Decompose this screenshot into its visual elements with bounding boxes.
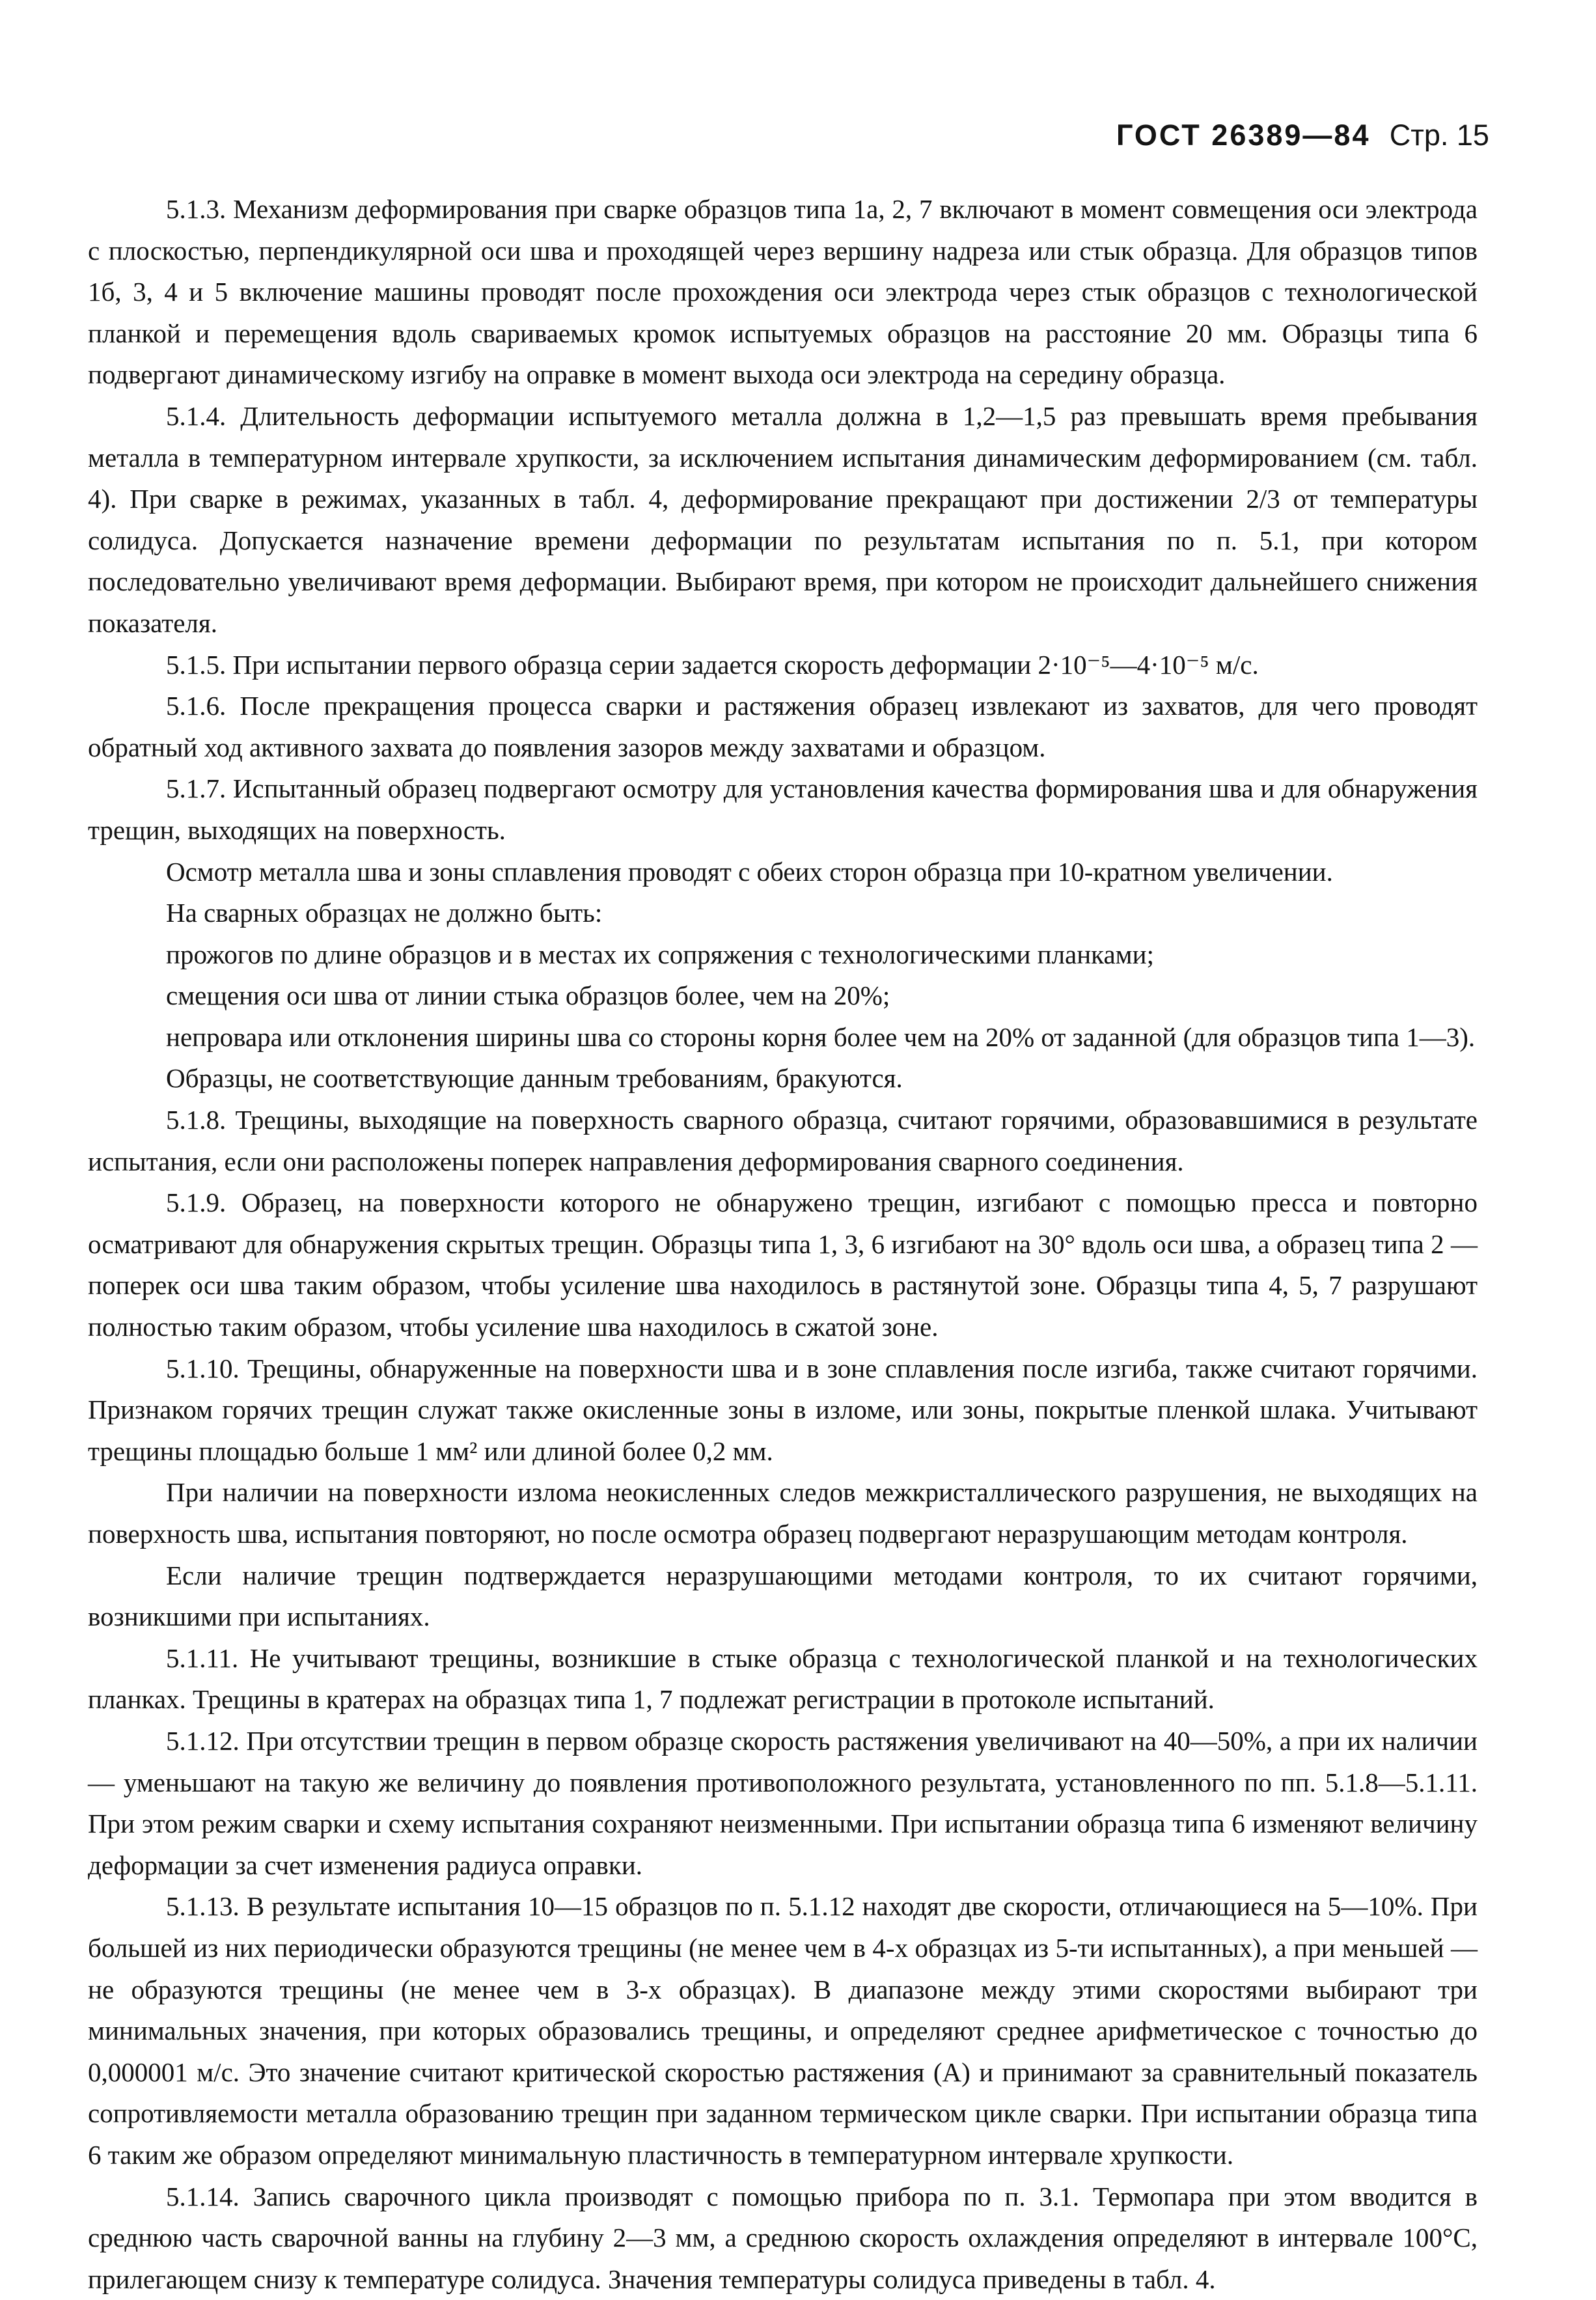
paragraph-5-1-13: 5.1.13. В результате испытания 10—15 образцов по п. 5.1.12 находят две скорости, отличающиеся на 5—10%. При большей из них периодически образуются трещины (не менее чем в 4-х образцах из 5-ти испытанных), а при меньшей — не образуются трещины (не менее чем в 3-х образцах). В диапазоне между этими скоростями выбирают три минимальных значения, при которых образовались трещины, и определяют среднее арифметическое с точностью до 0,000001 м/с. Это значение считают критической скоростью растяжения (A) и принимают за сравнительный показатель сопротивляемости металла образованию трещин при заданном термическом цикле сварки. При испытании образца типа 6 таким же образом определяют минимальную пластичность в температурном интервале хрупкости.: [88, 1886, 1478, 2176]
paragraph-5-1-3: 5.1.3. Механизм деформирования при сварке образцов типа 1а, 2, 7 включают в момент совмещения оси электрода с плоскостью, перпендикулярной оси шва и проходящей через вершину надреза или стык образца. Для образцов типов 1б, 3, 4 и 5 включение машины проводят после прохождения оси электрода через стык образцов с технологической планкой и перемещения вдоль свариваемых кромок испытуемых образцов на расстояние 20 мм. Образцы типа 6 подвергают динамическому изгибу на оправке в момент выхода оси электрода на середину образца.: [88, 189, 1478, 396]
paragraph-5-1-4: 5.1.4. Длительность деформации испытуемого металла должна в 1,2—1,5 раз превышать время пребывания металла в температурном интервале хрупкости, за исключением испытания динамическим деформированием (см. табл. 4). При сварке в режимах, указанных в табл. 4, деформирование прекращают при достижении 2/3 от температуры солидуса. Допускается назначение времени деформации по результатам испытания по п. 5.1, при котором последовательно увеличивают время деформации. Выбирают время, при котором не происходит дальнейшего снижения показателя.: [88, 396, 1478, 644]
paragraph-5-1-6: 5.1.6. После прекращения процесса сварки и растяжения образец извлекают из захватов, для чего проводят обратный ход активного захвата до появления зазоров между захватами и образцом.: [88, 686, 1478, 768]
paragraph-5-1-9: 5.1.9. Образец, на поверхности которого не обнаружено трещин, изгибают с помощью пресса и повторно осматривают для обнаружения скрытых трещин. Образцы типа 1, 3, 6 изгибают на 30° вдоль оси шва, а образец типа 2 — поперек оси шва таким образом, чтобы усиление шва находилось в растянутой зоне. Образцы типа 4, 5, 7 разрушают полностью таким образом, чтобы усиление шва находилось в сжатой зоне.: [88, 1182, 1478, 1348]
document-body: [88, 189, 1478, 2300]
paragraph-5-1-11: 5.1.11. Не учитывают трещины, возникшие в стыке образца с технологической планкой и на технологических планках. Трещины в кратерах на образцах типа 1, 7 подлежат регистрации в протоколе испытаний.: [88, 1638, 1478, 1721]
paragraph-fracture-surface: При наличии на поверхности излома неокисленных следов межкристаллического разрушения, не выходящих на поверхность шва, испытания повторяют, но после осмотра образец подвергают неразрушающим методам контроля.: [88, 1472, 1478, 1555]
paragraph-5-1-7: 5.1.7. Испытанный образец подвергают осмотру для установления качества формирования шва и для обнаружения трещин, выходящих на поверхность.: [88, 768, 1478, 851]
page-header: [1116, 109, 1481, 161]
paragraph-5-1-10: 5.1.10. Трещины, обнаруженные на поверхности шва и в зоне сплавления после изгиба, также считают горячими. Признаком горячих трещин служат также окисленные зоны в изломе, или зоны, покрытые пленкой шлака. Учитывают трещины площадью больше 1 мм² или длиной более 0,2 мм.: [88, 1348, 1478, 1473]
standard-number: ГОСТ 26389—84: [1116, 118, 1370, 152]
paragraph-5-1-5: 5.1.5. При испытании первого образца серии задается скорость деформации 2·10⁻⁵—4·10⁻⁵ м/с.: [88, 644, 1478, 686]
list-item-offset: смещения оси шва от линии стыка образцов более, чем на 20%;: [88, 975, 1478, 1017]
paragraph-inspection: Осмотр металла шва и зоны сплавления проводят с обеих сторон образца при 10-кратном увеличении.: [88, 852, 1478, 893]
paragraph-5-1-12: 5.1.12. При отсутствии трещин в первом образце скорость растяжения увеличивают на 40—50%, а при их наличии — уменьшают на такую же величину до появления противоположного результата, установленного по пп. 5.1.8—5.1.11. При этом режим сварки и схему испытания сохраняют неизменными. При испытании образца типа 6 изменяют величину деформации за счет изменения радиуса оправки.: [88, 1721, 1478, 1886]
paragraph-5-1-14: 5.1.14. Запись сварочного цикла производят с помощью прибора по п. 3.1. Термопара при этом вводится в среднюю часть сварочной ванны на глубину 2—3 мм, а среднюю скорость охлаждения определяют в интервале 100°C, прилегающем снизу к температуре солидуса. Значения температуры солидуса приведены в табл. 4.: [88, 2176, 1478, 2300]
page-number: Стр. 15: [1390, 118, 1489, 152]
paragraph-5-1-8: 5.1.8. Трещины, выходящие на поверхность сварного образца, считают горячими, образовавшимися в результате испытания, если они расположены поперек направления деформирования сварного соединения.: [88, 1100, 1478, 1182]
list-item-burnthrough: прожогов по длине образцов и в местах их сопряжения с технологическими планками;: [88, 934, 1478, 976]
paragraph-ndt-confirmation: Если наличие трещин подтверждается неразрушающими методами контроля, то их считают горячими, возникшими при испытаниях.: [88, 1555, 1478, 1638]
paragraph-list-intro: На сварных образцах не должно быть:: [88, 893, 1478, 934]
list-item-lack-of-fusion: непровара или отклонения ширины шва со стороны корня более чем на 20% от заданной (для образцов типа 1—3).: [88, 1017, 1478, 1059]
paragraph-rejection: Образцы, не соответствующие данным требованиям, бракуются.: [88, 1058, 1478, 1100]
